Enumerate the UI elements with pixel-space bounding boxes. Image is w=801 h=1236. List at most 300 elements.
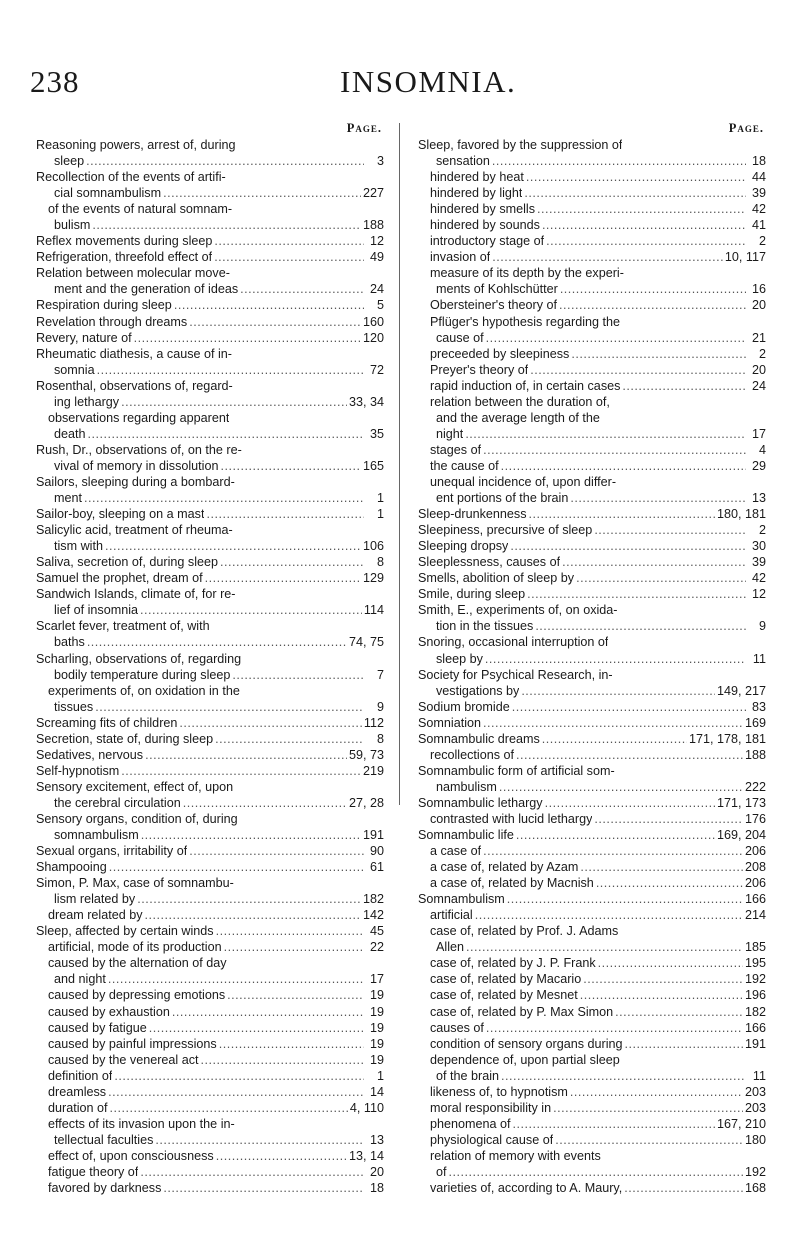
entry-text: ing lethargy bbox=[54, 394, 120, 409]
entry-page-ref: 206 bbox=[744, 876, 766, 891]
dot-leader bbox=[524, 185, 746, 201]
entry-page-ref: 18 bbox=[751, 154, 766, 169]
entry-page-ref: 39 bbox=[751, 186, 766, 201]
index-entry bbox=[418, 265, 766, 281]
index-entry bbox=[418, 971, 766, 987]
index-entry bbox=[418, 1132, 766, 1148]
entry-page-ref: 90 bbox=[369, 844, 384, 859]
entry-page-ref: 203 bbox=[744, 1084, 766, 1099]
dot-leader bbox=[220, 554, 364, 570]
entry-page-ref: 171, 178, 181 bbox=[688, 731, 766, 746]
index-entry bbox=[36, 1020, 384, 1036]
entry-page-ref: 59, 73 bbox=[348, 747, 384, 762]
dot-leader bbox=[542, 731, 687, 747]
entry-page-ref: 13 bbox=[751, 491, 766, 506]
index-entry bbox=[36, 618, 384, 634]
dot-leader bbox=[513, 1116, 715, 1132]
entry-text: the cerebral circulation bbox=[54, 795, 181, 810]
index-entry bbox=[418, 634, 766, 650]
entry-text: Allen bbox=[436, 940, 465, 955]
dot-leader bbox=[108, 971, 364, 987]
index-entry bbox=[36, 1100, 384, 1116]
entry-text: Sleeping dropsy bbox=[418, 539, 509, 554]
index-entry bbox=[418, 875, 766, 891]
entry-text: and night bbox=[54, 972, 106, 987]
entry-text: Sedatives, nervous bbox=[36, 747, 144, 762]
index-entry bbox=[36, 362, 384, 378]
entry-text: invasion of bbox=[430, 250, 491, 265]
dot-leader bbox=[553, 1100, 743, 1116]
entry-text: Reflex movements during sleep bbox=[36, 234, 213, 249]
entry-text: Saliva, secretion of, during sleep bbox=[36, 555, 219, 570]
dot-leader bbox=[483, 715, 743, 731]
entry-page-ref: 180 bbox=[744, 1132, 766, 1147]
index-entry bbox=[418, 169, 766, 185]
entry-text: Society for Psychical Research, in- bbox=[418, 667, 613, 682]
entry-page-ref: 188 bbox=[362, 218, 384, 233]
entry-text: tism with bbox=[54, 539, 103, 554]
entry-page-ref: 3 bbox=[376, 154, 384, 169]
index-entry bbox=[36, 1036, 384, 1052]
dot-leader bbox=[219, 1036, 364, 1052]
index-entry bbox=[418, 217, 766, 233]
entry-page-ref: 165 bbox=[362, 458, 384, 473]
dot-leader bbox=[542, 217, 746, 233]
entry-text: varieties of, according to A. Maury, bbox=[430, 1181, 623, 1196]
dot-leader bbox=[114, 1068, 364, 1084]
entry-text: Smith, E., experiments of, on oxida- bbox=[418, 603, 618, 618]
entry-text: Sensory excitement, effect of, upon bbox=[36, 779, 234, 794]
index-column-left bbox=[36, 120, 384, 1196]
dot-leader bbox=[121, 394, 347, 410]
entry-text: duration of bbox=[48, 1100, 108, 1115]
entry-text: Sleep, affected by certain winds bbox=[36, 924, 214, 939]
entry-text: Reasoning powers, arrest of, during bbox=[36, 138, 236, 152]
index-entry bbox=[36, 249, 384, 265]
index-entry bbox=[36, 1148, 384, 1164]
entry-text: Sleepiness, precursive of sleep bbox=[418, 523, 593, 538]
entry-page-ref: 14 bbox=[369, 1084, 384, 1099]
entry-text: measure of its depth by the experi- bbox=[430, 266, 624, 281]
index-entry bbox=[36, 795, 384, 811]
index-entry bbox=[36, 265, 384, 281]
index-entry bbox=[418, 715, 766, 731]
entry-page-ref: 169 bbox=[744, 715, 766, 730]
entry-page-ref: 169, 204 bbox=[716, 828, 766, 843]
entry-text: introductory stage of bbox=[430, 234, 545, 249]
index-entry bbox=[418, 506, 766, 522]
index-list-right bbox=[418, 137, 766, 1196]
index-entry bbox=[418, 1164, 766, 1180]
index-entry bbox=[36, 971, 384, 987]
dot-leader bbox=[189, 314, 361, 330]
entry-text: bulism bbox=[54, 218, 91, 233]
dot-leader bbox=[179, 715, 362, 731]
dot-leader bbox=[594, 522, 746, 538]
entry-page-ref: 192 bbox=[744, 1165, 766, 1179]
dot-leader bbox=[486, 1020, 743, 1036]
entry-page-ref: 8 bbox=[376, 555, 384, 570]
index-entry bbox=[36, 875, 384, 891]
index-entry bbox=[36, 490, 384, 506]
index-entry bbox=[418, 1100, 766, 1116]
index-entry bbox=[418, 522, 766, 538]
index-entry bbox=[418, 747, 766, 763]
entry-text: case of, related by P. Max Simon bbox=[430, 1004, 614, 1019]
entry-page-ref: 1 bbox=[376, 507, 384, 522]
entry-page-ref: 42 bbox=[751, 571, 766, 586]
entry-text: Somnambulic lethargy bbox=[418, 795, 543, 810]
entry-text: Rush, Dr., observations of, on the re- bbox=[36, 442, 242, 457]
dot-leader bbox=[205, 570, 361, 586]
entry-text: effect of, upon consciousness bbox=[48, 1148, 214, 1163]
dot-leader bbox=[562, 554, 746, 570]
dot-leader bbox=[594, 811, 743, 827]
entry-page-ref: 182 bbox=[362, 892, 384, 907]
index-entry bbox=[418, 763, 766, 779]
entry-text: phenomena of bbox=[430, 1116, 511, 1131]
dot-leader bbox=[598, 955, 743, 971]
entry-page-ref: 166 bbox=[744, 892, 766, 907]
index-entry bbox=[36, 426, 384, 442]
dot-leader bbox=[507, 891, 743, 907]
index-entry bbox=[418, 490, 766, 506]
dot-leader bbox=[492, 153, 746, 169]
dot-leader bbox=[201, 1052, 364, 1068]
dot-leader bbox=[483, 442, 746, 458]
entry-text: baths bbox=[54, 635, 85, 650]
entry-page-ref: 61 bbox=[369, 860, 384, 875]
entry-text: relation of memory with events bbox=[430, 1148, 601, 1163]
index-entry bbox=[418, 185, 766, 201]
entry-text: causes of bbox=[430, 1020, 484, 1035]
dot-leader bbox=[92, 217, 361, 233]
dot-leader bbox=[483, 843, 743, 859]
dot-leader bbox=[545, 795, 715, 811]
entry-page-ref: 44 bbox=[751, 170, 766, 185]
index-entry bbox=[36, 987, 384, 1003]
index-entry bbox=[36, 346, 384, 362]
entry-page-ref: 19 bbox=[369, 988, 384, 1003]
dot-leader bbox=[110, 1100, 348, 1116]
entry-text: cial somnambulism bbox=[54, 186, 162, 201]
entry-text: death bbox=[54, 426, 86, 441]
dot-leader bbox=[580, 987, 743, 1003]
index-entry bbox=[418, 137, 766, 153]
index-entry bbox=[36, 554, 384, 570]
entry-page-ref: 208 bbox=[744, 860, 766, 875]
entry-text: ments of Kohlschütter bbox=[436, 282, 558, 297]
dot-leader bbox=[216, 923, 364, 939]
dot-leader bbox=[576, 570, 746, 586]
index-entry bbox=[418, 939, 766, 955]
dot-leader bbox=[555, 1132, 743, 1148]
entry-page-ref: 17 bbox=[751, 426, 766, 441]
index-entry bbox=[418, 362, 766, 378]
entry-text: a case of, related by Macnish bbox=[430, 876, 594, 891]
dot-leader bbox=[596, 875, 743, 891]
entry-text: Sleep, favored by the suppression of bbox=[418, 138, 623, 152]
index-entry bbox=[36, 1068, 384, 1084]
entry-page-ref: 191 bbox=[744, 1036, 766, 1051]
entry-text: ment and the generation of ideas bbox=[54, 282, 239, 297]
entry-text: and the average length of the bbox=[436, 410, 600, 425]
index-entry bbox=[418, 538, 766, 554]
entry-page-ref: 21 bbox=[751, 330, 766, 345]
index-entry bbox=[36, 153, 384, 169]
dot-leader bbox=[571, 346, 746, 362]
index-entry bbox=[36, 474, 384, 490]
dot-leader bbox=[155, 1132, 364, 1148]
entry-page-ref: 39 bbox=[751, 555, 766, 570]
dot-leader bbox=[529, 506, 715, 522]
entry-page-ref: 4 bbox=[758, 442, 766, 457]
entry-text: hindered by heat bbox=[430, 170, 524, 185]
index-entry bbox=[418, 586, 766, 602]
entry-page-ref: 176 bbox=[744, 811, 766, 826]
index-entry bbox=[418, 1036, 766, 1052]
entry-text: somnia bbox=[54, 362, 95, 377]
index-entry bbox=[418, 474, 766, 490]
entry-text: ment bbox=[54, 491, 82, 506]
entry-page-ref: 13 bbox=[369, 1132, 384, 1147]
entry-text: a case of bbox=[430, 844, 482, 859]
entry-page-ref: 83 bbox=[751, 699, 766, 714]
column-page-label: Page. bbox=[346, 121, 382, 135]
entry-page-ref: 11 bbox=[752, 651, 766, 666]
index-entry bbox=[36, 747, 384, 763]
entry-page-ref: 18 bbox=[369, 1181, 384, 1196]
entry-text: dream related by bbox=[48, 908, 143, 923]
entry-page-ref: 74, 75 bbox=[348, 635, 384, 650]
entry-text: night bbox=[436, 426, 464, 441]
index-entry bbox=[418, 699, 766, 715]
entry-text: case of, related by Mesnet bbox=[430, 988, 578, 1003]
dot-leader bbox=[492, 249, 723, 265]
entry-text: Sleeplessness, causes of bbox=[418, 555, 561, 570]
dot-leader bbox=[220, 458, 361, 474]
dot-leader bbox=[121, 763, 361, 779]
entry-text: Secretion, state of, during sleep bbox=[36, 731, 214, 746]
entry-page-ref: 24 bbox=[751, 378, 766, 393]
entry-page-ref: 72 bbox=[369, 362, 384, 377]
dot-leader bbox=[560, 281, 746, 297]
entry-text: hindered by sounds bbox=[430, 218, 540, 233]
entry-text: Revery, nature of bbox=[36, 330, 132, 345]
entry-page-ref: 20 bbox=[751, 362, 766, 377]
entry-page-ref: 129 bbox=[362, 571, 384, 586]
index-entry bbox=[418, 618, 766, 634]
entry-page-ref: 35 bbox=[369, 426, 384, 441]
entry-text: Sensory organs, condition of, during bbox=[36, 811, 238, 826]
dot-leader bbox=[145, 907, 361, 923]
entry-text: recollections of bbox=[430, 747, 514, 762]
dot-leader bbox=[465, 426, 746, 442]
index-entry bbox=[418, 442, 766, 458]
entry-page-ref: 19 bbox=[369, 1004, 384, 1019]
index-entry bbox=[36, 297, 384, 313]
index-entry bbox=[418, 233, 766, 249]
index-entry bbox=[418, 827, 766, 843]
entry-text: bodily temperature during sleep bbox=[54, 667, 231, 682]
entry-text: experiments of, on oxidation in the bbox=[48, 683, 240, 698]
dot-leader bbox=[485, 651, 746, 667]
entry-page-ref: 9 bbox=[758, 619, 766, 634]
dot-leader bbox=[499, 779, 743, 795]
entry-text: caused by fatigue bbox=[48, 1020, 147, 1035]
dot-leader bbox=[189, 843, 364, 859]
entry-page-ref: 160 bbox=[362, 314, 384, 329]
entry-text: stages of bbox=[430, 442, 482, 457]
entry-text: effects of its invasion upon the in- bbox=[48, 1116, 235, 1131]
index-entry bbox=[418, 201, 766, 217]
index-entry bbox=[418, 330, 766, 346]
index-entry bbox=[418, 314, 766, 330]
index-entry bbox=[418, 297, 766, 313]
dot-leader bbox=[84, 490, 364, 506]
entry-page-ref: 12 bbox=[751, 587, 766, 602]
index-entry bbox=[36, 330, 384, 346]
entry-text: Sleep-drunkenness bbox=[418, 507, 527, 522]
entry-page-ref: 4, 110 bbox=[349, 1100, 384, 1115]
entry-text: Sexual organs, irritability of bbox=[36, 844, 188, 859]
dot-leader bbox=[510, 538, 746, 554]
index-entry bbox=[36, 281, 384, 297]
index-entry bbox=[418, 153, 766, 169]
entry-page-ref: 10, 117 bbox=[724, 250, 766, 265]
dot-leader bbox=[145, 747, 347, 763]
dot-leader bbox=[232, 667, 364, 683]
index-entry bbox=[418, 1004, 766, 1020]
entry-text: hindered by smells bbox=[430, 202, 535, 217]
dot-leader bbox=[537, 201, 746, 217]
entry-text: vestigations by bbox=[436, 683, 520, 698]
entry-page-ref: 12 bbox=[369, 234, 384, 249]
entry-text: Somnambulic form of artificial som- bbox=[418, 763, 615, 778]
entry-text: caused by painful impressions bbox=[48, 1036, 217, 1051]
entry-page-ref: 114 bbox=[363, 603, 384, 618]
entry-text: Screaming fits of children bbox=[36, 715, 178, 730]
entry-page-ref: 195 bbox=[744, 956, 766, 971]
index-entry bbox=[36, 731, 384, 747]
entry-text: Sailor-boy, sleeping on a mast bbox=[36, 507, 205, 522]
entry-text: case of, related by J. P. Frank bbox=[430, 956, 596, 971]
index-entry bbox=[36, 169, 384, 185]
dot-leader bbox=[449, 1164, 743, 1180]
entry-page-ref: 9 bbox=[376, 699, 384, 714]
entry-text: Relation between molecular move- bbox=[36, 266, 230, 281]
entry-page-ref: 168 bbox=[744, 1181, 766, 1196]
index-entry bbox=[418, 683, 766, 699]
entry-page-ref: 8 bbox=[376, 731, 384, 746]
entry-text: lief of insomnia bbox=[54, 603, 138, 618]
index-entry bbox=[36, 1116, 384, 1132]
index-entry bbox=[418, 1180, 766, 1196]
entry-page-ref: 1 bbox=[376, 491, 384, 506]
dot-leader bbox=[105, 538, 361, 554]
dot-leader bbox=[134, 330, 361, 346]
entry-text: Respiration during sleep bbox=[36, 298, 172, 313]
index-entry bbox=[36, 137, 384, 153]
index-entry bbox=[418, 891, 766, 907]
dot-leader bbox=[137, 891, 361, 907]
dot-leader bbox=[516, 827, 715, 843]
index-entry bbox=[418, 1052, 766, 1068]
dot-leader bbox=[521, 683, 715, 699]
index-entry bbox=[36, 939, 384, 955]
index-entry bbox=[36, 586, 384, 602]
entry-text: Smile, during sleep bbox=[418, 587, 526, 602]
entry-text: Sailors, sleeping during a bombard- bbox=[36, 474, 235, 489]
entry-page-ref: 192 bbox=[744, 972, 766, 987]
entry-text: tion in the tissues bbox=[436, 619, 534, 634]
dot-leader bbox=[527, 586, 746, 602]
entry-text: Revelation through dreams bbox=[36, 314, 188, 329]
entry-page-ref: 214 bbox=[744, 908, 766, 923]
dot-leader bbox=[86, 153, 364, 169]
index-entry bbox=[418, 346, 766, 362]
entry-text: physiological cause of bbox=[430, 1132, 554, 1147]
entry-text: Somnambulic life bbox=[418, 828, 514, 843]
entry-text: sleep bbox=[54, 154, 85, 169]
entry-page-ref: 149, 217 bbox=[716, 683, 766, 698]
entry-text: caused by depressing emotions bbox=[48, 988, 226, 1003]
dot-leader bbox=[622, 378, 746, 394]
index-entry bbox=[36, 602, 384, 618]
index-entry bbox=[36, 699, 384, 715]
entry-page-ref: 11 bbox=[752, 1068, 766, 1083]
entry-page-ref: 171, 173 bbox=[716, 795, 766, 810]
entry-page-ref: 17 bbox=[369, 972, 384, 987]
entry-text: the cause of bbox=[430, 458, 499, 473]
page-number: 238 bbox=[30, 64, 80, 99]
index-entry bbox=[36, 715, 384, 731]
entry-page-ref: 20 bbox=[369, 1165, 384, 1179]
entry-text: tellectual faculties bbox=[54, 1132, 154, 1147]
index-entry bbox=[36, 634, 384, 650]
entry-page-ref: 42 bbox=[751, 202, 766, 217]
dot-leader bbox=[215, 731, 364, 747]
entry-text: of bbox=[436, 1165, 447, 1179]
dot-leader bbox=[214, 249, 364, 265]
entry-text: artificial bbox=[430, 908, 473, 923]
entry-text: cause of bbox=[436, 330, 484, 345]
index-entry bbox=[36, 1132, 384, 1148]
entry-text: Self-hypnotism bbox=[36, 763, 120, 778]
entry-text: Rheumatic diathesis, a cause of in- bbox=[36, 346, 233, 361]
index-entry bbox=[36, 1084, 384, 1100]
entry-text: somnambulism bbox=[54, 828, 139, 843]
entry-page-ref: 185 bbox=[744, 940, 766, 955]
entry-text: preceeded by sleepiness bbox=[430, 346, 570, 361]
column-page-label: Page. bbox=[728, 121, 764, 135]
index-entry bbox=[36, 201, 384, 217]
index-entry bbox=[418, 779, 766, 795]
index-entry bbox=[418, 1116, 766, 1132]
index-entry bbox=[36, 651, 384, 667]
entry-text: relation between the duration of, bbox=[430, 394, 610, 409]
entry-text: Sandwich Islands, climate of, for re- bbox=[36, 587, 236, 602]
entry-text: unequal incidence of, upon differ- bbox=[430, 474, 617, 489]
entry-page-ref: 203 bbox=[744, 1100, 766, 1115]
entry-text: favored by darkness bbox=[48, 1181, 162, 1196]
dot-leader bbox=[625, 1036, 743, 1052]
index-entry bbox=[418, 394, 766, 410]
dot-leader bbox=[546, 233, 746, 249]
index-entry bbox=[418, 426, 766, 442]
index-entry bbox=[418, 378, 766, 394]
index-entry bbox=[418, 570, 766, 586]
